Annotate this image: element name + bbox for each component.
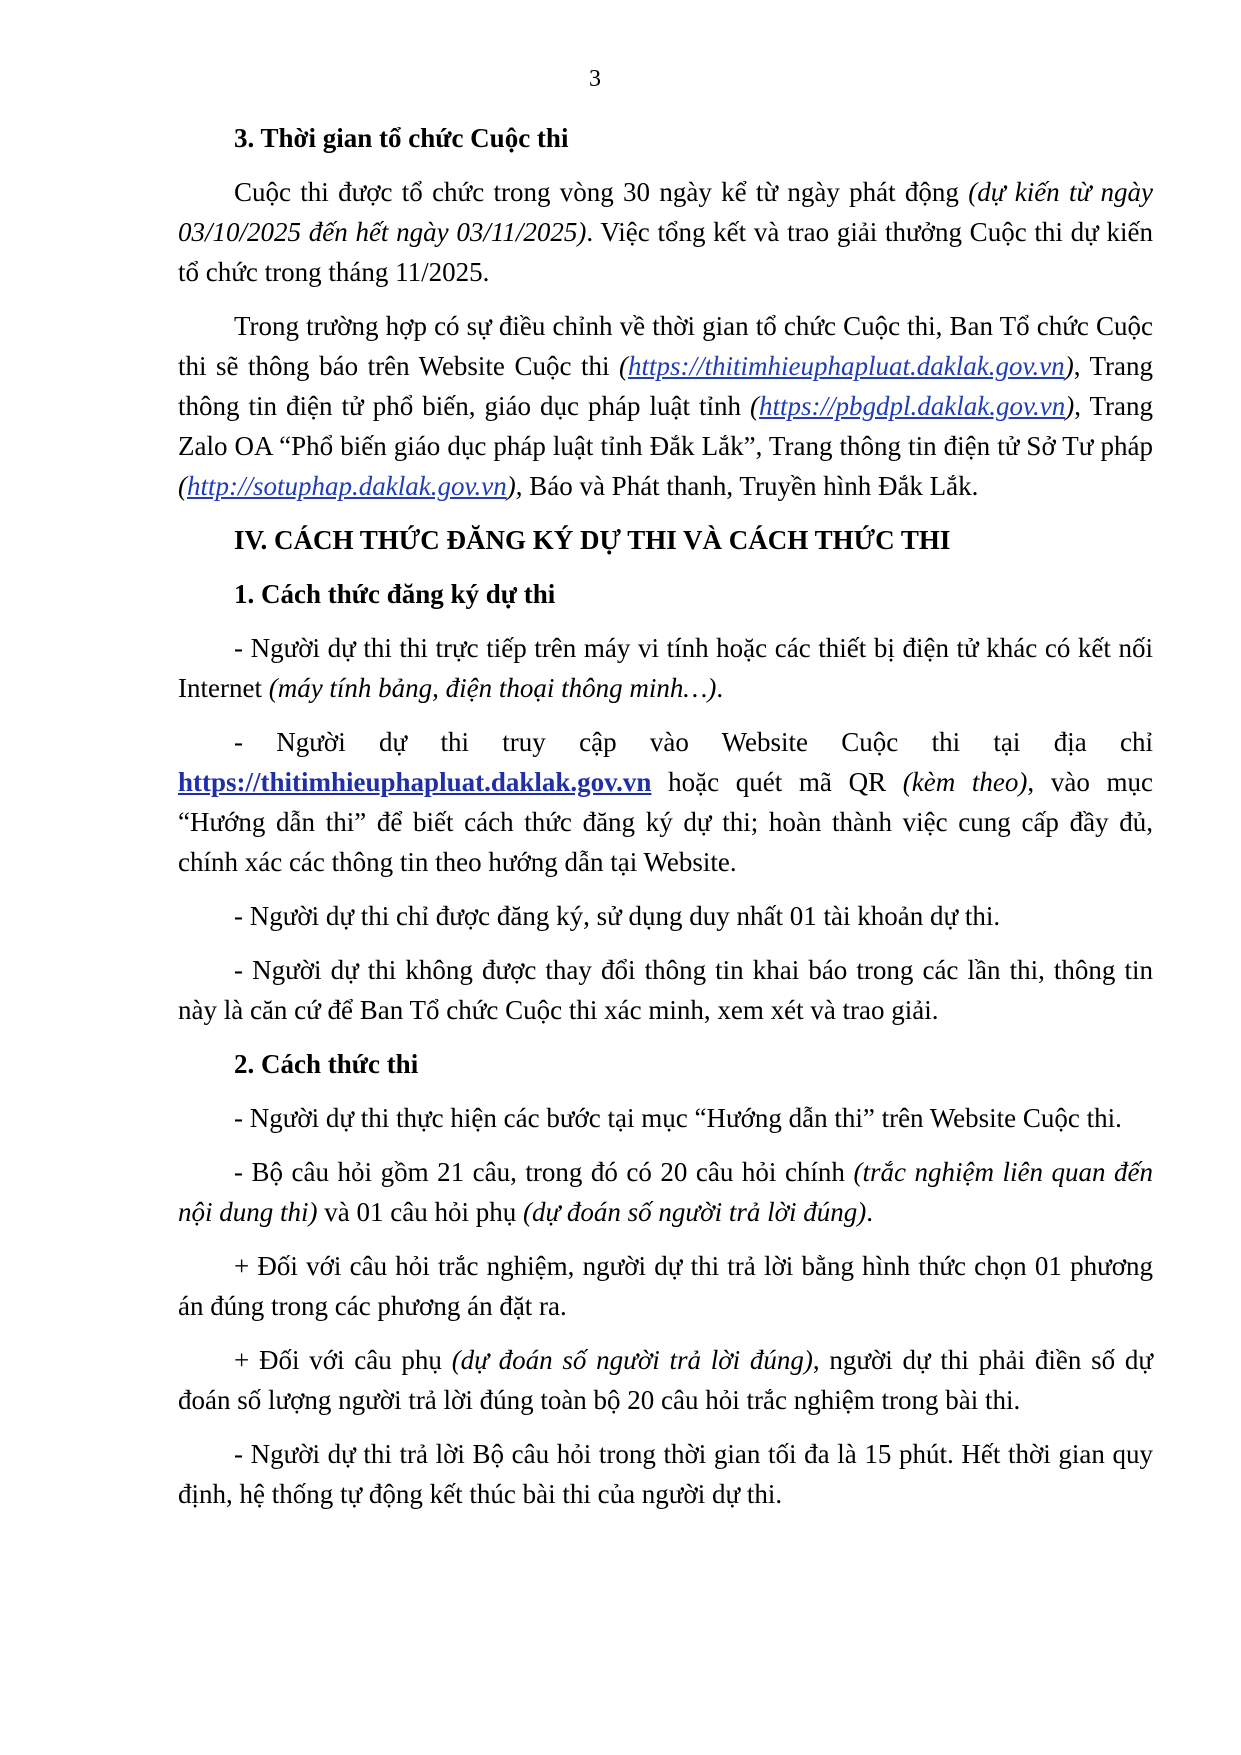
bullet-time-limit: - Người dự thi trả lời Bộ câu hỏi trong thời gian tối đa là 15 phút. Hết thời gian quy định, hệ thống tự động kết thúc bài thi của người dự thi.	[178, 1439, 1153, 1509]
bullet-multiple-choice: + Đối với câu hỏi trắc nghiệm, người dự thi trả lời bằng hình thức chọn 01 phương án đúng trong các phương án đặt ra.	[178, 1251, 1153, 1321]
paragraph-time: Cuộc thi được tổ chức trong vòng 30 ngày kể từ ngày phát động (dự kiến từ ngày 03/10/2025 đến hết ngày 03/11/2025). Việc tổng kết và trao giải thưởng Cuộc thi dự kiến tổ chức trong tháng 11/2025.	[178, 177, 1153, 287]
page-number: 3	[589, 66, 601, 92]
bullet-access-website: - Người dự thi truy cập vào Website Cuộc thi tại địa chỉ https://thitimhieuphapluat.daklak.gov.vn hoặc quét mã QR (kèm theo), vào mục “Hướng dẫn thi” để biết cách thức đăng ký dự thi; hoàn thành việc cung cấp đầy đủ, chính xác các thông tin theo hướng dẫn tại Website.	[178, 727, 1153, 877]
bullet-single-account: - Người dự thi chỉ được đăng ký, sử dụng duy nhất 01 tài khoản dự thi.	[234, 901, 1001, 931]
bullet-follow-guide: - Người dự thi thực hiện các bước tại mục “Hướng dẫn thi” trên Website Cuộc thi.	[234, 1103, 1122, 1133]
bullet-device: - Người dự thi thi trực tiếp trên máy vi tính hoặc các thiết bị điện tử khác có kết nối Internet (máy tính bảng, điện thoại thông minh…).	[178, 633, 1153, 703]
contest-website-link[interactable]: https://thitimhieuphapluat.daklak.gov.vn	[628, 351, 1065, 381]
bullet-extra-question: + Đối với câu phụ (dự đoán số người trả lời đúng), người dự thi phải điền số dự đoán số lượng người trả lời đúng toàn bộ 20 câu hỏi trắc nghiệm trong bài thi.	[178, 1345, 1153, 1415]
subsection-exam-method-heading: 2. Cách thức thi	[234, 1049, 419, 1079]
section-3-heading: 3. Thời gian tổ chức Cuộc thi	[234, 123, 569, 153]
subsection-registration-heading: 1. Cách thức đăng ký dự thi	[234, 579, 556, 609]
bullet-no-change-info: - Người dự thi không được thay đổi thông tin khai báo trong các lần thi, thông tin này là căn cứ để Ban Tổ chức Cuộc thi xác minh, xem xét và trao giải.	[178, 955, 1153, 1025]
paragraph-adjustment: Trong trường hợp có sự điều chỉnh về thời gian tổ chức Cuộc thi, Ban Tổ chức Cuộc thi sẽ thông báo trên Website Cuộc thi (https://thitimhieuphapluat.daklak.gov.vn), Trang thông tin điện tử phổ biến, giáo dục pháp luật tỉnh (https://pbgdpl.daklak.gov.vn), Trang Zalo OA “Phổ biến giáo dục pháp luật tỉnh Đắk Lắk”, Trang thông tin điện tử Sở Tư pháp (http://sotuphap.daklak.gov.vn), Báo và Phát thanh, Truyền hình Đắk Lắk.	[178, 311, 1154, 501]
pbgdpl-website-link[interactable]: https://pbgdpl.daklak.gov.vn	[759, 391, 1066, 421]
sotuphap-website-link[interactable]: http://sotuphap.daklak.gov.vn	[187, 471, 507, 501]
bullet-question-set: - Bộ câu hỏi gồm 21 câu, trong đó có 20 câu hỏi chính (trắc nghiệm liên quan đến nội dung thi) và 01 câu hỏi phụ (dự đoán số người trả lời đúng).	[178, 1157, 1153, 1227]
document-body	[178, 118, 1153, 1514]
section-4-heading: IV. CÁCH THỨC ĐĂNG KÝ DỰ THI VÀ CÁCH THỨC THI	[234, 525, 951, 555]
contest-website-link-bold[interactable]: https://thitimhieuphapluat.daklak.gov.vn	[178, 767, 652, 797]
